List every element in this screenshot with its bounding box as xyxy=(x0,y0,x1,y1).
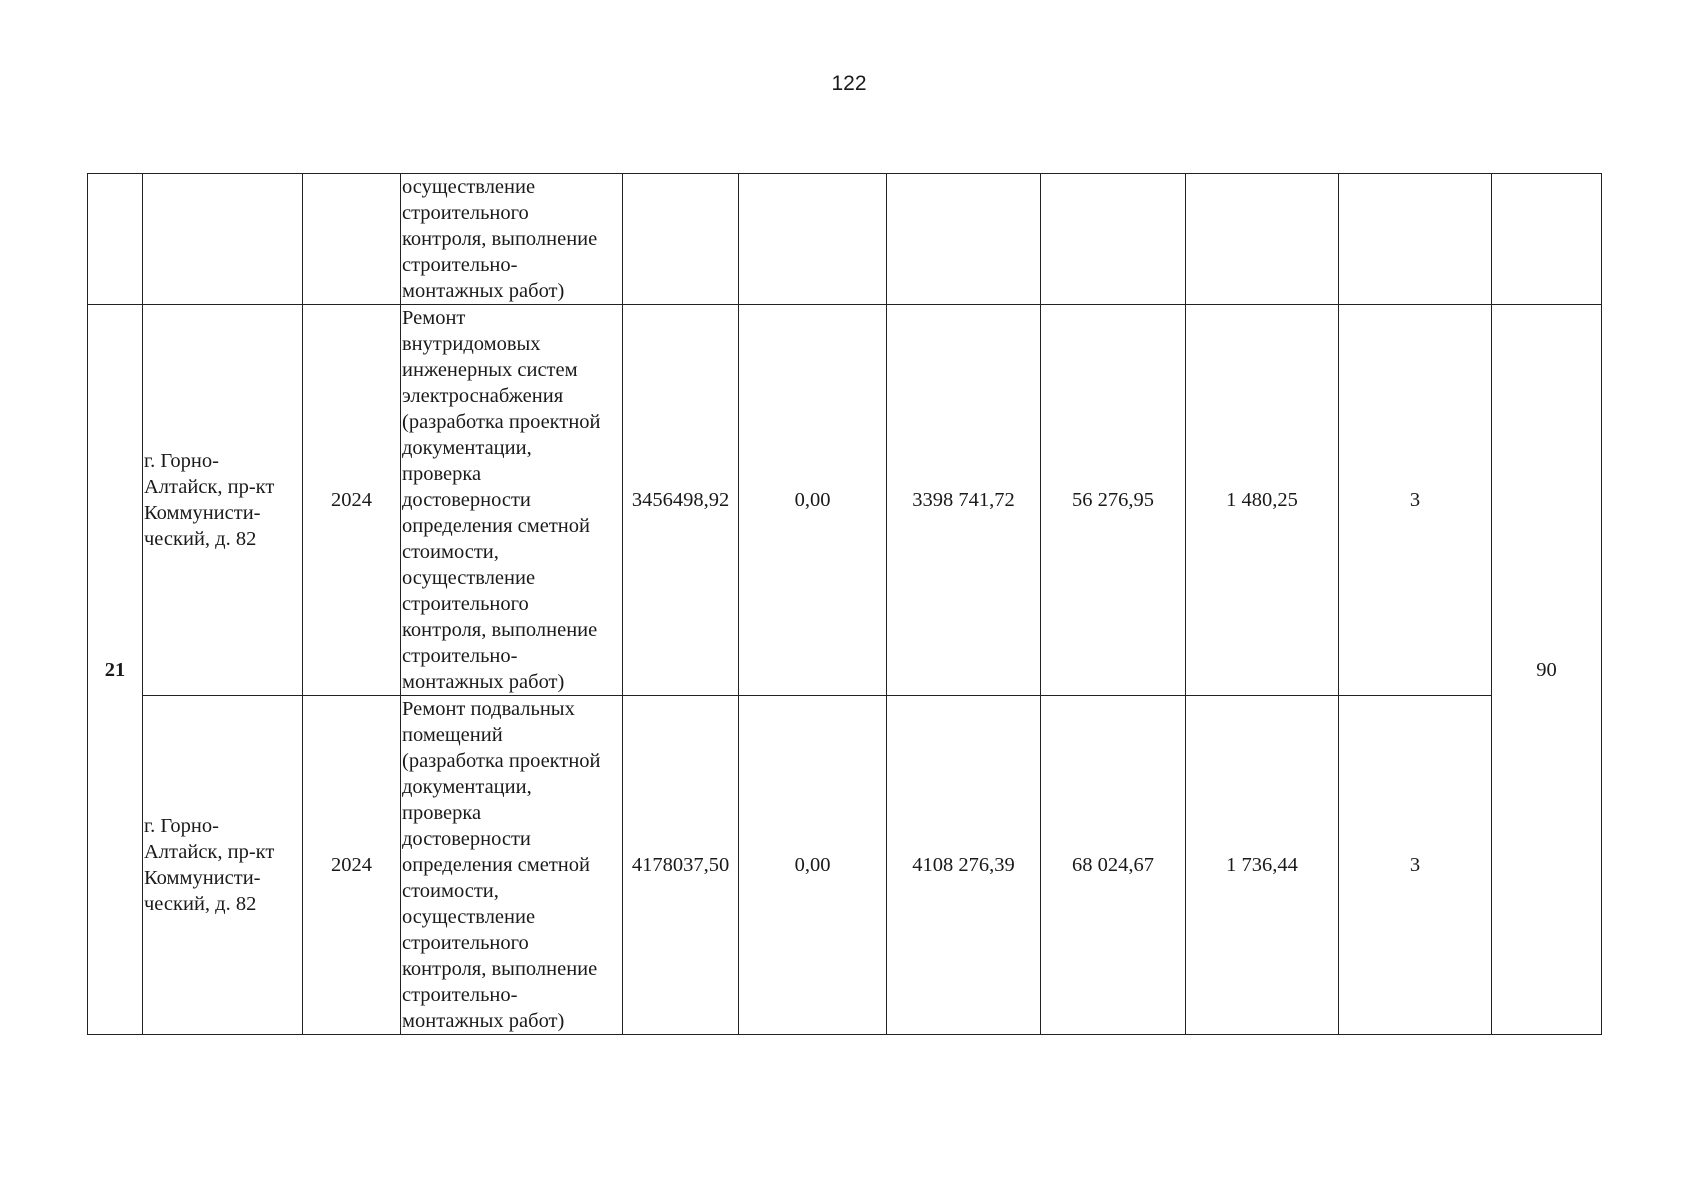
cell-value: 1 736,44 xyxy=(1186,696,1339,1035)
address-line: Коммунисти- xyxy=(144,502,261,524)
cell-year: 2024 xyxy=(303,305,401,696)
description-line: осуществление xyxy=(402,176,536,198)
description-line: документации, xyxy=(402,776,532,798)
cell-year-empty xyxy=(303,174,401,305)
address-line: Алтайск, пр-кт xyxy=(144,841,275,863)
description-line: Ремонт подвальных xyxy=(402,698,575,720)
address-line: Коммунисти- xyxy=(144,867,261,889)
description-line: монтажных работ) xyxy=(402,671,565,693)
description-line: строительно- xyxy=(402,254,518,276)
description-line: контроля, выполнение xyxy=(402,619,598,641)
description-line: достоверности xyxy=(402,489,531,511)
cell-value: 3398 741,72 xyxy=(887,305,1041,696)
description-line: определения сметной xyxy=(402,854,590,876)
cell-value: 0,00 xyxy=(739,696,887,1035)
description-line: (разработка проектной xyxy=(402,750,601,772)
cell-empty xyxy=(623,174,739,305)
address-line: г. Горно- xyxy=(144,815,219,837)
entry-number: 21 xyxy=(88,305,143,1035)
description-line: проверка xyxy=(402,463,482,485)
description-line: монтажных работ) xyxy=(402,1010,565,1032)
cell-value: 68 024,67 xyxy=(1041,696,1186,1035)
entry-total: 90 xyxy=(1492,305,1602,1035)
description-line: внутридомовых xyxy=(402,333,541,355)
cell-empty xyxy=(1492,174,1602,305)
cell-total-cost: 4178037,50 xyxy=(623,696,739,1035)
address-line: г. Горно- xyxy=(144,450,219,472)
cell-address xyxy=(143,696,303,1035)
cell-empty xyxy=(1186,174,1339,305)
cell-value: 1 480,25 xyxy=(1186,305,1339,696)
description-line: строительно- xyxy=(402,645,518,667)
cell-empty xyxy=(887,174,1041,305)
description-line: монтажных работ) xyxy=(402,280,565,302)
cell-description xyxy=(401,174,623,305)
cell-empty xyxy=(739,174,887,305)
description-line: стоимости, xyxy=(402,880,499,902)
description-line: контроля, выполнение xyxy=(402,958,598,980)
description-line: проверка xyxy=(402,802,482,824)
cell-empty xyxy=(1041,174,1186,305)
cell-number-empty xyxy=(88,174,143,305)
description-line: достоверности xyxy=(402,828,531,850)
address-line: Алтайск, пр-кт xyxy=(144,476,275,498)
cell-year: 2024 xyxy=(303,696,401,1035)
description-line: осуществление xyxy=(402,906,536,928)
description-line: строительного xyxy=(402,932,529,954)
cell-description xyxy=(401,696,623,1035)
cell-value: 3 xyxy=(1339,305,1492,696)
cell-value: 3 xyxy=(1339,696,1492,1035)
page-number: 122 xyxy=(831,72,867,95)
cell-value: 56 276,95 xyxy=(1041,305,1186,696)
description-line: помещений xyxy=(402,724,503,746)
works-table xyxy=(87,173,1602,1035)
description-line: документации, xyxy=(402,437,532,459)
cell-value: 4108 276,39 xyxy=(887,696,1041,1035)
cell-value: 0,00 xyxy=(739,305,887,696)
address-line: ческий, д. 82 xyxy=(144,893,257,915)
address-line: ческий, д. 82 xyxy=(144,528,257,550)
cell-empty xyxy=(1339,174,1492,305)
description-line: строительного xyxy=(402,593,529,615)
continuation-row xyxy=(88,174,1602,305)
description-line: стоимости, xyxy=(402,541,499,563)
description-line: осуществление xyxy=(402,567,536,589)
description-line: строительного xyxy=(402,202,529,224)
description-line: определения сметной xyxy=(402,515,590,537)
description-line: (разработка проектной xyxy=(402,411,601,433)
cell-description xyxy=(401,305,623,696)
description-line: строительно- xyxy=(402,984,518,1006)
description-line: Ремонт xyxy=(402,307,466,329)
table-row xyxy=(88,696,1602,1035)
description-line: контроля, выполнение xyxy=(402,228,598,250)
cell-address-empty xyxy=(143,174,303,305)
cell-address xyxy=(143,305,303,696)
table-row xyxy=(88,305,1602,696)
cell-total-cost: 3456498,92 xyxy=(623,305,739,696)
description-line: инженерных систем xyxy=(402,359,578,381)
description-line: электроснабжения xyxy=(402,385,564,407)
